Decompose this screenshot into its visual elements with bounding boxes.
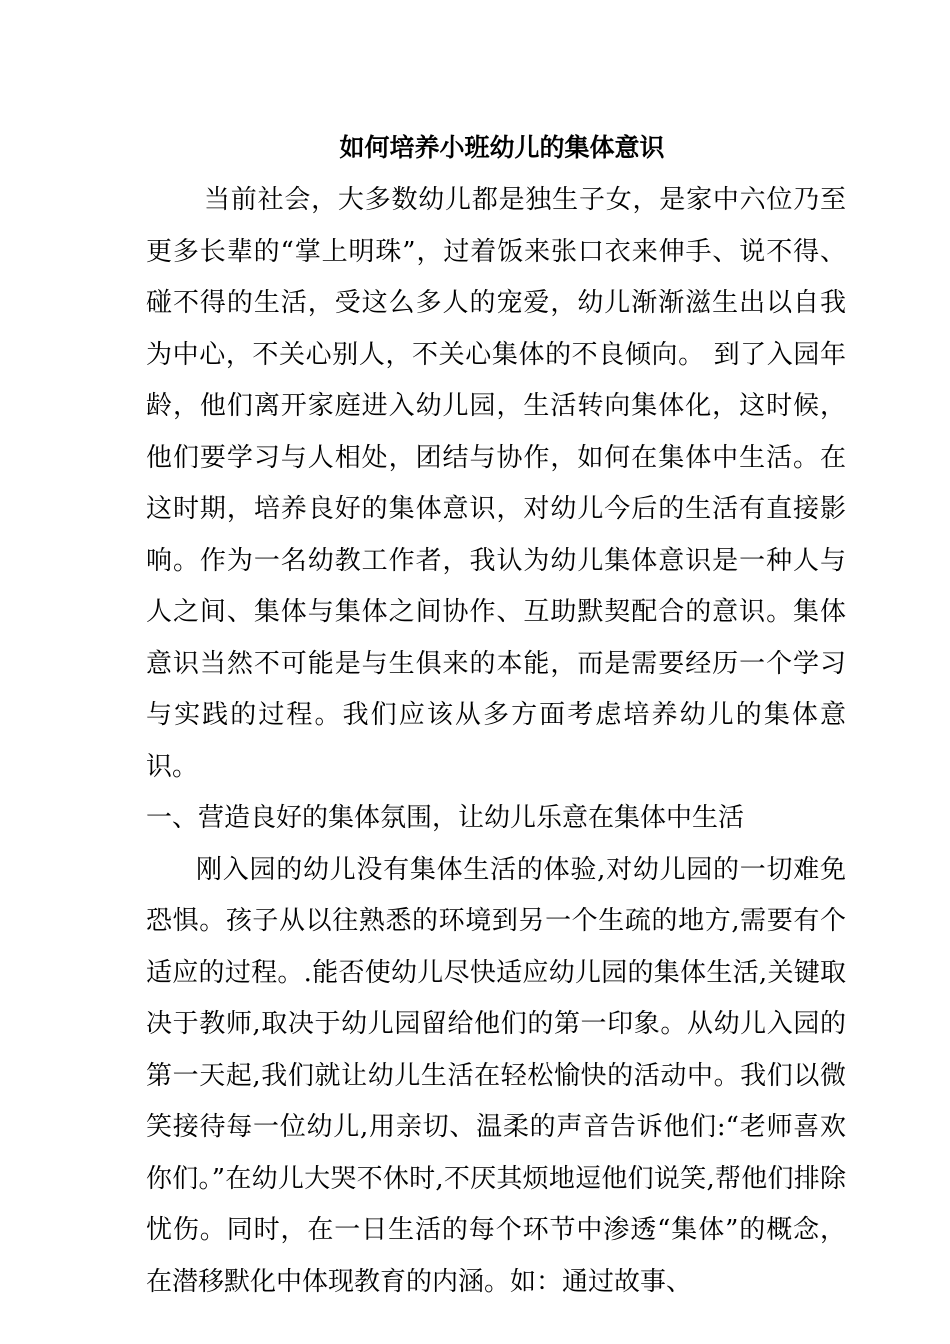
paragraph-intro: 当前社会，大多数幼儿都是独生子女，是家中六位乃至更多长辈的“掌上明珠”，过着饭来张口衣来伸手、说不得、碰不得的生活，受这么多人的宠爱，幼儿渐渐滋生出以自我为中心，不关心别人，不关心集体的不良倾向。 到了入园年龄，他们离开家庭进入幼儿园，生活转向集体化，这时候，他们要学习与人相处，团结与协作，如何在集体中生活。在这时期，培养良好的集体意识，对幼儿今后的生活有直接影响。作为一名幼教工作者，我认为幼儿集体意识是一种人与人之间、集体与集体之间协作、互助默契配合的意识。集体意识当然不可能是与生俱来的本能，而是需要经历一个学习与实践的过程。我们应该从多方面考虑培养幼儿的集体意识。	[146, 185, 846, 782]
section-heading: 一、营造良好的集体氛围，让幼儿乐意在集体中生活	[146, 803, 745, 833]
document-title: 如何培养小班幼儿的集体意识	[339, 133, 665, 162]
paragraph-section-1: 刚入园的幼儿没有集体生活的体验,对幼儿园的一切难免恐惧。孩子从以往熟悉的环境到另一个生疏的地方,需要有个适应的过程。.能否使幼儿尽快适应幼儿园的集体生活,关键取决于教师,取决于幼儿园留给他们的第一印象。从幼儿入园的第一天起,我们就让幼儿生活在轻松愉快的活动中。我们以微笑接待每一位幼儿,用亲切、温柔的声音告诉他们:“老师喜欢你们。”在幼儿大哭不休时,不厌其烦地逗他们说笑,帮他们排除忧伤。同时，在一日生活的每个环节中渗透“集体”的概念，在潜移默化中体现教育的内涵。如：通过故事、	[146, 854, 846, 1297]
document-body	[146, 175, 846, 1308]
